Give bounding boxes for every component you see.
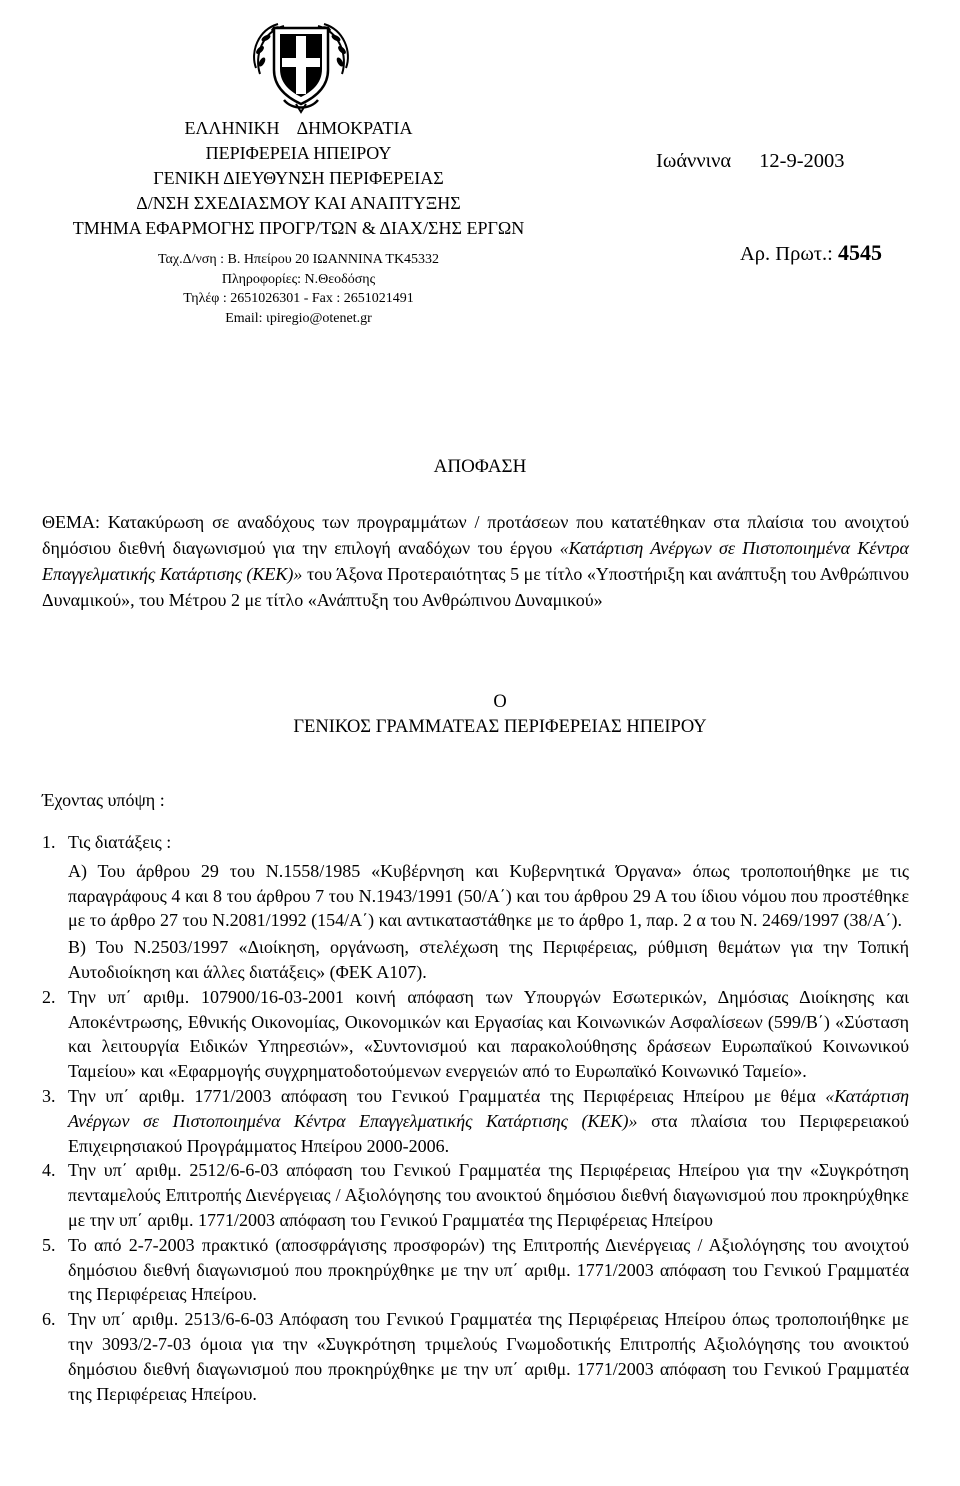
item-number: 3. bbox=[42, 1085, 56, 1106]
item-sub-a: Α) Του άρθρου 29 του Ν.1558/1985 «Κυβέρνηση και Κυβερνητικά Όργανα» όπως τροποποιήθηκε με τις παραγράφους 4 και 8 του άρθρου 7 του Ν.1943/1991 (50/Α΄) και του άρθρου 29 Α του ίδιου νόμου που προστέθηκε με το άρθρο 27 του Ν.2081/1992 (154/Α΄) και αντικαταστάθηκε με το άρθρο 1, παρ. 2 α του Ν. 2469/1997 (38/Α΄). bbox=[68, 860, 909, 931]
signer-block bbox=[0, 690, 960, 740]
information-contact: Πληροφορίες: Ν.Θεοδόσης bbox=[221, 271, 376, 287]
place: Ιωάννινα bbox=[656, 150, 732, 172]
item-number: 4. bbox=[42, 1160, 56, 1181]
item-text-cont: στα πλαίσια του Περιφερειακού Επιχειρησιακού Προγράμματος Ηπείρου 2000-2006. bbox=[68, 1110, 909, 1156]
item-text: Τις διατάξεις : bbox=[68, 832, 172, 852]
considerations-list bbox=[42, 830, 909, 1406]
greek-coat-of-arms-icon bbox=[246, 18, 356, 116]
item-number: 6. bbox=[42, 1309, 56, 1330]
list-item bbox=[42, 830, 909, 985]
document-date: 12-9-2003 bbox=[759, 150, 845, 172]
subject-text-1: ΘΕΜΑ: Κατακύρωση σε αναδόχους των προγραμμάτων / προτάσεων που κατατέθηκαν στα πλαίσια του ανοιχτού δημόσιου διεθνή διαγωνισμού για την επιλογή αναδόχων του έργου bbox=[42, 512, 909, 558]
region-name: ΠΕΡΙΦΕΡΕΙΑ ΗΠΕΙΡΟΥ bbox=[205, 143, 392, 163]
sender-header bbox=[0, 116, 597, 328]
protocol-label: Αρ. Πρωτ.: bbox=[740, 243, 833, 265]
item-text: Το από 2-7-2003 πρακτικό (αποσφράγισης προσφορών) της Επιτροπής Διενέργειας / Αξιολόγησης του ανοιχτού δημόσιου διεθνή διαγωνισμού που προκηρύχθηκε με την υπ΄ αριθμ. 1771/2003 απόφαση του Γενικού Γραμματέα της Περιφέρειας Ηπείρου. bbox=[68, 1234, 909, 1305]
subject-paragraph bbox=[42, 509, 909, 613]
item-text: Την υπ΄ αριθμ. 2513/6-6-03 Απόφαση του Γενικού Γραμματέα της Περιφέρειας Ηπείρου όπως τροποποιήθηκε με την 3093/2-7-03 όμοια για την «Συγκρότηση τριμελούς Γνωμοδοτικής Επιτροπής Αξιολόγησης του ανοικτού δημόσιου διεθνή διαγωνισμού που προκηρύχθηκε με την υπ΄ αριθμ. 1771/2003 απόφαση του Γενικού Γραμματέα της Περιφέρειας Ηπείρου. bbox=[68, 1309, 909, 1404]
signer-title: ΓΕΝΙΚΟΣ ΓΡΑΜΜΑΤΕΑΣ ΠΕΡΙΦΕΡΕΙΑΣ ΗΠΕΙΡΟΥ bbox=[293, 717, 707, 737]
directorate: Δ/ΝΣΗ ΣΧΕΔΙΑΣΜΟΥ ΚΑΙ ΑΝΑΠΤΥΞΗΣ bbox=[136, 193, 461, 213]
item-text: Την υπ΄ αριθμ. 107900/16-03-2001 κοινή απόφαση των Υπουργών Εσωτερικών, Δημόσιας Διοίκησης και Αποκέντρωσης, Εθνικής Οικονομίας, Οικονομικών και Εργασίας και Κοινωνικών Ασφαλίσεων (599/Β΄) «Σύσταση και λειτουργία Ειδικών Υπηρεσιών», «Συντονισμού και παρακολούθησης δράσεων Ευρωπαϊκού Κοινωνικού Ταμείου» και «Εφαρμογής συγχρηματοδοτούμενων ενεργειών από το Ευρωπαϊκό Κοινωνικό Ταμείο». bbox=[68, 986, 909, 1082]
protocol-value: 4545 bbox=[838, 240, 882, 265]
subject-text-2: του Άξονα Προτεραιότητας 5 με τίτλο «Υποστήριξη και ανάπτυξη του Ανθρώπινου Δυναμικού», του Μέτρου 2 με τίτλο «Ανάπτυξη του Ανθρώπινου Δυναμικού» bbox=[42, 564, 909, 610]
postal-address: Ταχ.Δ/νση : Β. Ηπείρου 20 ΙΩΑΝΝΙΝΑ ΤΚ45332 bbox=[157, 252, 440, 267]
item-text: Την υπ΄ αριθμ. 2512/6-6-03 απόφαση του Γενικού Γραμματέα της Περιφέρειας Ηπείρου για την «Συγκρότηση πενταμελούς Επιτροπής Διενέργειας / Αξιολόγησης του ανοικτού δημόσιου διεθνή διαγωνισμού που προκηρύχθηκε με την υπ΄ αριθμ. 1771/2003 απόφαση του Γενικού Γραμματέα της Περιφέρειας Ηπείρου bbox=[68, 1160, 909, 1230]
phone-fax: Τηλέφ : 2651026301 - Fax : 2651021491 bbox=[183, 291, 414, 306]
protocol-number bbox=[740, 240, 882, 266]
list-item bbox=[42, 1307, 909, 1406]
item-sub-b: Β) Του Ν.2503/1997 «Διοίκηση, οργάνωση, στελέχωση της Περιφέρειας, ρύθμιση θεμάτων για την Τοπική Αυτοδιοίκηση και άλλες διατάξεις» (ΦΕΚ Α107). bbox=[68, 937, 909, 982]
list-item bbox=[42, 1158, 909, 1232]
place-date bbox=[656, 150, 845, 173]
directorate-general: ΓΕΝΙΚΗ ΔΙΕΥΘΥΝΣΗ ΠΕΡΙΦΕΡΕΙΑΣ bbox=[153, 168, 444, 188]
list-item bbox=[42, 985, 909, 1084]
item-number: 2. bbox=[42, 986, 56, 1007]
item-number: 5. bbox=[42, 1234, 56, 1255]
item-number: 1. bbox=[42, 832, 56, 852]
item-text: Την υπ΄ αριθμ. 1771/2003 απόφαση του Γενικού Γραμματέα της Περιφέρειας Ηπείρου με θέμα bbox=[68, 1085, 826, 1106]
subject-project-title: «Κατάρτιση Ανέργων σε Πιστοποιημένα Κέντρα Επαγγελματικής Κατάρτισης (ΚΕΚ)» bbox=[42, 538, 909, 584]
email-address: Email: ιpiregio@otenet.gr bbox=[225, 310, 372, 326]
list-item bbox=[42, 1084, 909, 1158]
country-name: ΕΛΛΗΝΙΚΗ ΔΗΜΟΚΡΑΤΙΑ bbox=[184, 118, 413, 138]
item-project-title: «Κατάρτιση Ανέργων σε Πιστοποιημένα Κέντρα Επαγγελματικής Κατάρτισης (ΚΕΚ)» bbox=[68, 1085, 909, 1131]
signer-article: Ο bbox=[493, 692, 507, 712]
considering-heading: Έχοντας υπόψη : bbox=[42, 790, 165, 810]
department: ΤΜΗΜΑ ΕΦΑΡΜΟΓΗΣ ΠΡΟΓΡ/ΤΩΝ & ΔΙΑΧ/ΣΗΣ ΕΡΓΩΝ bbox=[72, 218, 525, 238]
list-item bbox=[42, 1233, 909, 1307]
contact-block bbox=[0, 250, 597, 328]
decision-title: ΑΠΟΦΑΣΗ bbox=[433, 456, 527, 477]
